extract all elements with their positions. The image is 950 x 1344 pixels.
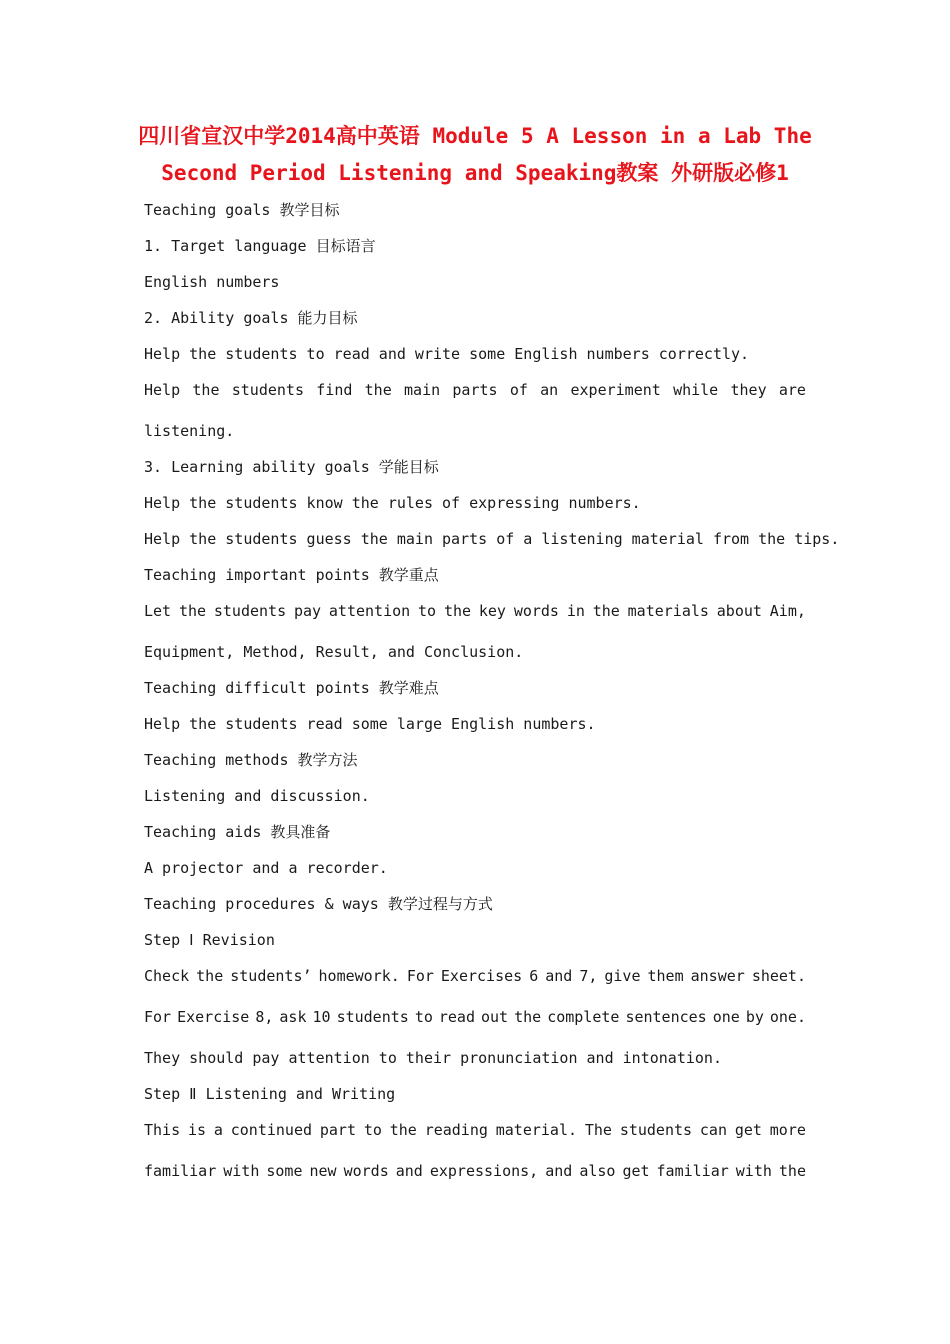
word: words [513,602,559,620]
word: pay [293,602,322,620]
word: Aim, [769,602,806,620]
word: one. [769,1008,806,1026]
word: a [213,1121,223,1139]
word: students [336,1008,409,1026]
word: more [769,1121,806,1139]
word: they [730,381,767,399]
word: and [545,1162,573,1180]
word: the [389,1121,417,1139]
word: experiment [570,381,661,399]
word: is [187,1121,207,1139]
paragraph-important-end: Equipment, Method, Result, and Conclusion. [144,643,524,661]
word: ask [279,1008,307,1026]
word: an [540,381,559,399]
word: answer [690,967,745,985]
word: key [478,602,506,620]
word: to [418,602,437,620]
word: by [745,1008,764,1026]
word: materials [627,602,709,620]
paragraph-ability-2 [144,380,806,400]
word: For [144,1008,172,1026]
heading-target-language: 1. Target language 目标语言 [144,237,376,255]
word: of [509,381,528,399]
word: them [647,967,684,985]
word: 8, [255,1008,274,1026]
paragraph-ability-1: Help the students to read and write some English numbers correctly. [144,345,750,363]
word: and [545,967,573,985]
word: Let [144,602,172,620]
paragraph-step1-a [144,966,806,986]
word: the [778,1162,806,1180]
word: continued [230,1121,313,1139]
word: the [192,381,220,399]
word: This [144,1121,181,1139]
heading-teaching-methods: Teaching methods 教学方法 [144,751,358,769]
word: students [619,1121,693,1139]
word: and [395,1162,423,1180]
word: while [673,381,719,399]
word: sentences [625,1008,707,1026]
word: familiar [144,1162,217,1180]
heading-teaching-procedures: Teaching procedures & ways 教学过程与方式 [144,895,493,913]
word: part [319,1121,356,1139]
word: attention [328,602,411,620]
word: also [579,1162,616,1180]
paragraph-english-numbers: English numbers [144,273,280,291]
heading-teaching-goals: Teaching goals 教学目标 [144,201,340,219]
word: Help [144,381,181,399]
word: material. [495,1121,578,1139]
paragraph-difficult-1: Help the students read some large English numbers. [144,715,596,733]
word: with [223,1162,260,1180]
heading-step-1: Step Ⅰ Revision [144,931,275,949]
word: the [514,1008,542,1026]
word: students [231,381,304,399]
document-title [120,118,830,192]
word: out [481,1008,509,1026]
word: get [734,1121,762,1139]
paragraph-important-1 [144,601,806,621]
word: can [699,1121,727,1139]
word: parts [452,381,498,399]
word: to [363,1121,382,1139]
heading-step-2: Step Ⅱ Listening and Writing [144,1085,396,1103]
paragraph-methods-1: Listening and discussion. [144,787,370,805]
word: find [316,381,353,399]
word: the [443,602,472,620]
word: 7, [579,967,598,985]
word: Exercises [440,967,523,985]
word: some [266,1162,303,1180]
word: sheet. [751,967,806,985]
paragraph-aids-1: A projector and a recorder. [144,859,388,877]
word: words [343,1162,389,1180]
word: about [716,602,762,620]
word: the [364,381,392,399]
title-line-1: 四川省宣汉中学2014高中英语 Module 5 A Lesson in a Lab The [138,124,812,148]
word: read [438,1008,475,1026]
paragraph-step2-b [144,1161,806,1181]
word: are [778,381,806,399]
word: new [309,1162,337,1180]
word: the [178,602,207,620]
word: in [566,602,585,620]
word: to [414,1008,433,1026]
heading-difficult-points: Teaching difficult points 教学难点 [144,679,439,697]
word: familiar [656,1162,729,1180]
heading-ability-goals: 2. Ability goals 能力目标 [144,309,358,327]
word: 6 [529,967,539,985]
title-line-2: Second Period Listening and Speaking教案 外研版必修1 [161,161,789,185]
word: complete [547,1008,620,1026]
heading-teaching-aids: Teaching aids 教具准备 [144,823,331,841]
word: the [592,602,620,620]
word: homework. [318,967,400,985]
paragraph-learning-1: Help the students know the rules of expressing numbers. [144,494,641,512]
heading-important-points: Teaching important points 教学重点 [144,566,439,584]
word: For [406,967,434,985]
word: the [196,967,224,985]
word: 10 [312,1008,331,1026]
paragraph-learning-2: Help the students guess the main parts of a listening material from the tips. [144,530,840,548]
word: main [404,381,441,399]
word: one [712,1008,740,1026]
word: reading [424,1121,488,1139]
heading-learning-ability: 3. Learning ability goals 学能目标 [144,458,439,476]
paragraph-step1-end: They should pay attention to their pronunciation and intonation. [144,1049,722,1067]
word: students’ [230,967,312,985]
paragraph-step2-a [144,1120,806,1140]
paragraph-ability-2-end: listening. [144,422,235,440]
word: give [604,967,641,985]
word: Check [144,967,190,985]
word: Exercise [177,1008,250,1026]
paragraph-step1-b [144,1007,806,1027]
word: get [622,1162,650,1180]
word: students [213,602,287,620]
word: The [584,1121,612,1139]
word: expressions, [429,1162,539,1180]
word: with [735,1162,772,1180]
